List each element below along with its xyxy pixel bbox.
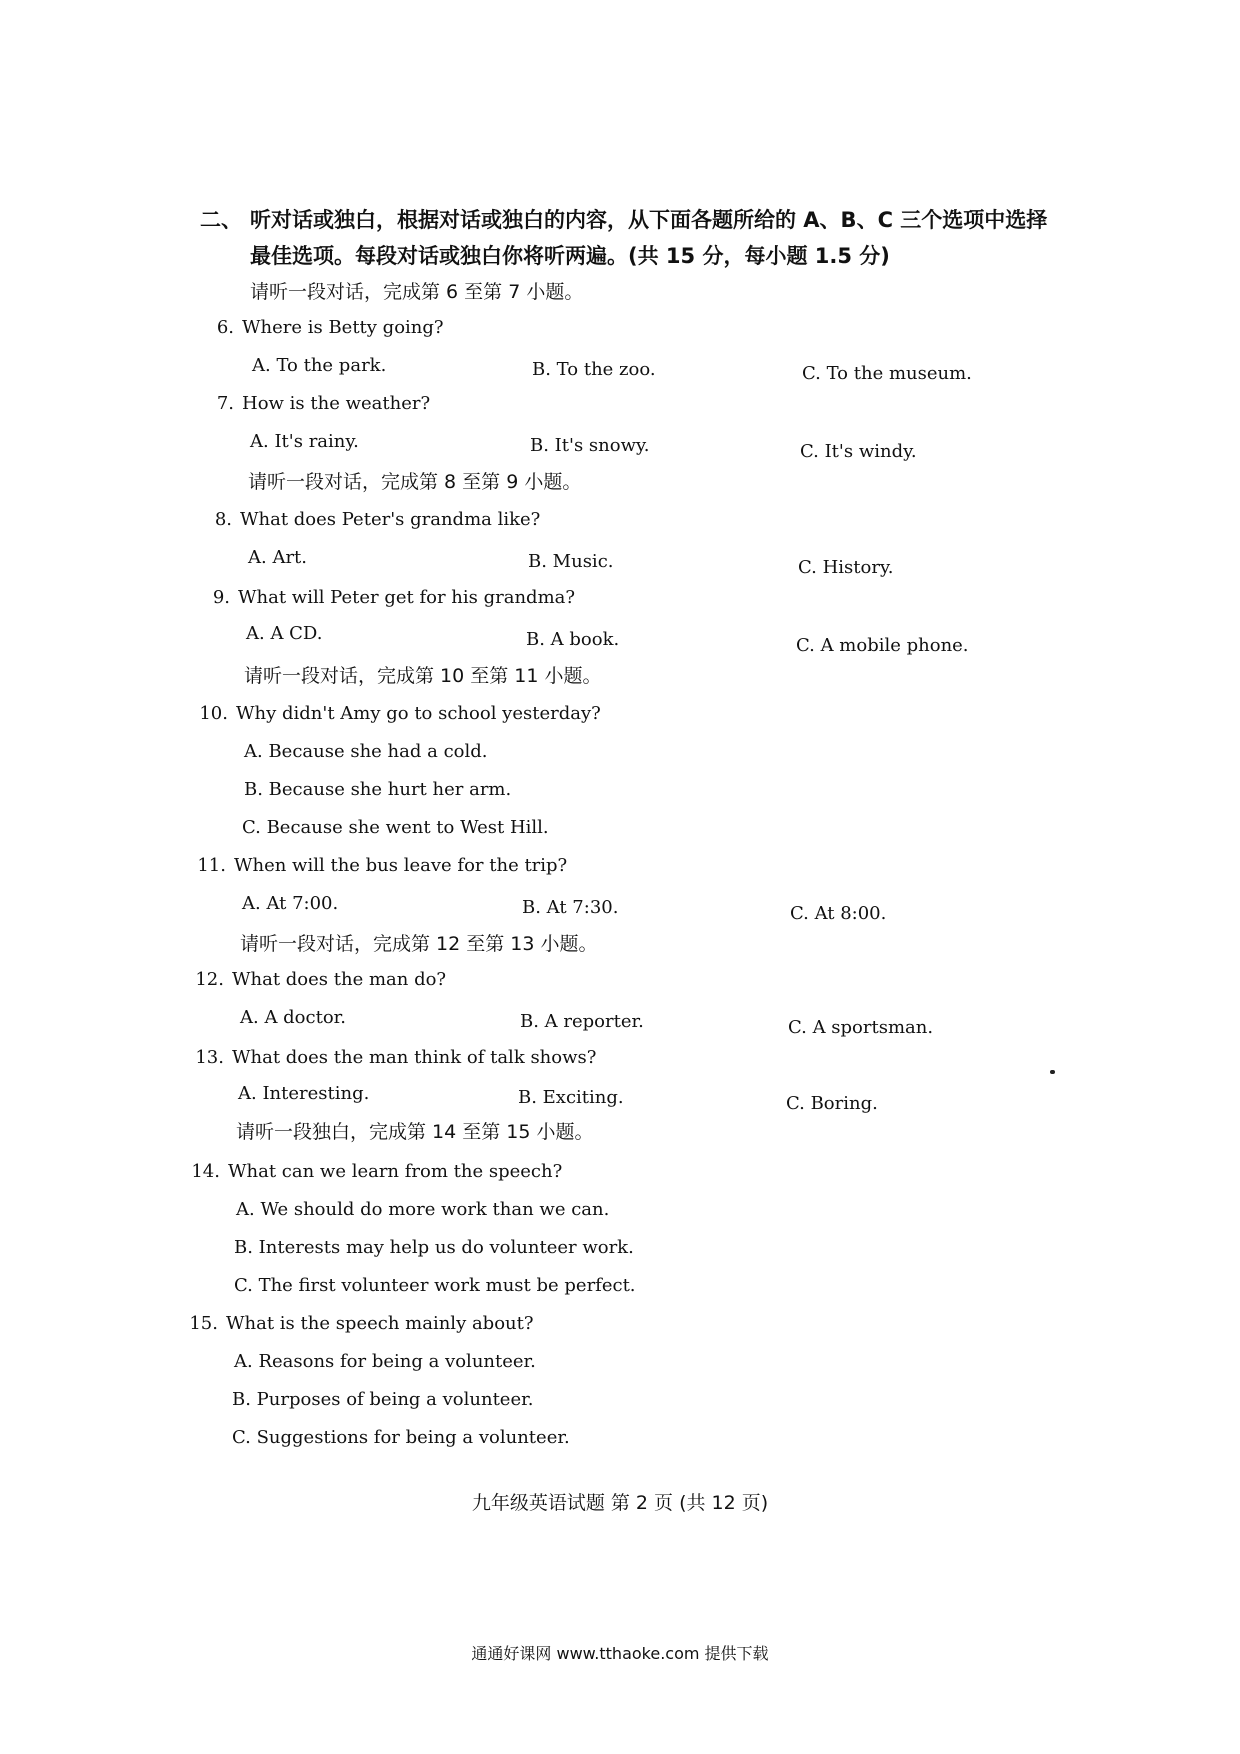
option-12a: A. A doctor. <box>240 1007 347 1028</box>
option-10b: B. Because she hurt her arm. <box>244 779 512 800</box>
option-9b: B. A book. <box>526 629 620 650</box>
scan-speck <box>1050 1070 1055 1074</box>
question-text: What does Peter's grandma like? <box>240 509 541 530</box>
question-9 <box>196 586 575 610</box>
question-number: 12. <box>195 969 224 990</box>
question-15 <box>184 1312 534 1336</box>
question-11 <box>192 854 567 878</box>
option-15b: B. Purposes of being a volunteer. <box>232 1389 534 1410</box>
option-7a: A. It's rainy. <box>250 431 359 452</box>
option-6c: C. To the museum. <box>802 363 972 384</box>
option-14c: C. The first volunteer work must be perfect. <box>234 1275 636 1296</box>
option-11b: B. At 7:30. <box>522 897 619 918</box>
question-6 <box>200 316 444 340</box>
option-9a: A. A CD. <box>246 623 323 644</box>
option-13b: B. Exciting. <box>518 1087 624 1108</box>
option-8a: A. Art. <box>248 547 308 568</box>
question-number: 6. <box>216 317 234 338</box>
option-14a: A. We should do more work than we can. <box>236 1199 610 1220</box>
question-text: What does the man think of talk shows? <box>232 1047 597 1068</box>
instruction-1: 请听一段对话，完成第 6 至第 7 小题。 <box>250 281 584 303</box>
option-7b: B. It's snowy. <box>530 435 650 456</box>
question-text: What will Peter get for his grandma? <box>238 587 576 608</box>
option-8b: B. Music. <box>528 551 614 572</box>
question-7 <box>200 392 430 416</box>
question-number: 11. <box>197 855 226 876</box>
question-8 <box>198 508 540 532</box>
option-6a: A. To the park. <box>252 355 387 376</box>
option-12c: C. A sportsman. <box>788 1017 934 1038</box>
instruction-3: 请听一段对话，完成第 10 至第 11 小题。 <box>244 665 602 687</box>
section-heading-line2: 最佳选项。每段对话或独白你将听两遍。(共 15 分，每小题 1.5 分) <box>250 244 890 268</box>
page-footer: 九年级英语试题 第 2 页 (共 12 页) <box>471 1492 769 1514</box>
question-number: 14. <box>191 1161 220 1182</box>
question-10 <box>194 702 601 726</box>
option-6b: B. To the zoo. <box>532 359 656 380</box>
option-13a: A. Interesting. <box>238 1083 370 1104</box>
option-12b: B. A reporter. <box>520 1011 644 1032</box>
section-heading-line1: 听对话或独白，根据对话或独白的内容，从下面各题所给的 A、B、C 三个选项中选择 <box>250 208 1048 232</box>
question-number: 13. <box>195 1047 224 1068</box>
question-number: 10. <box>199 703 228 724</box>
question-text: How is the weather? <box>242 393 431 414</box>
option-10a: A. Because she had a cold. <box>244 741 488 762</box>
question-12 <box>190 968 446 992</box>
instruction-5: 请听一段独白，完成第 14 至第 15 小题。 <box>236 1121 594 1143</box>
question-text: When will the bus leave for the trip? <box>234 855 568 876</box>
download-credit: 通通好课网 www.tthaoke.com 提供下载 <box>471 1644 769 1663</box>
question-text: What can we learn from the speech? <box>228 1161 563 1182</box>
question-number: 15. <box>189 1313 218 1334</box>
option-11c: C. At 8:00. <box>790 903 887 924</box>
option-10c: C. Because she went to West Hill. <box>242 817 549 838</box>
option-13c: C. Boring. <box>786 1093 878 1114</box>
instruction-2: 请听一段对话，完成第 8 至第 9 小题。 <box>248 471 582 493</box>
option-7c: C. It's windy. <box>800 441 917 462</box>
option-8c: C. History. <box>798 557 894 578</box>
question-number: 8. <box>214 509 232 530</box>
option-15a: A. Reasons for being a volunteer. <box>234 1351 536 1372</box>
question-text: Where is Betty going? <box>242 317 444 338</box>
question-13 <box>190 1046 596 1070</box>
question-number: 7. <box>216 393 234 414</box>
option-11a: A. At 7:00. <box>242 893 339 914</box>
question-text: What is the speech mainly about? <box>226 1313 534 1334</box>
option-14b: B. Interests may help us do volunteer work. <box>234 1237 634 1258</box>
question-text: Why didn't Amy go to school yesterday? <box>236 703 601 724</box>
section-number: 二、 <box>200 208 242 232</box>
question-number: 9. <box>212 587 230 608</box>
question-14 <box>186 1160 562 1184</box>
instruction-4: 请听一段对话，完成第 12 至第 13 小题。 <box>240 933 598 955</box>
question-text: What does the man do? <box>232 969 447 990</box>
option-15c: C. Suggestions for being a volunteer. <box>232 1427 570 1448</box>
option-9c: C. A mobile phone. <box>796 635 969 656</box>
